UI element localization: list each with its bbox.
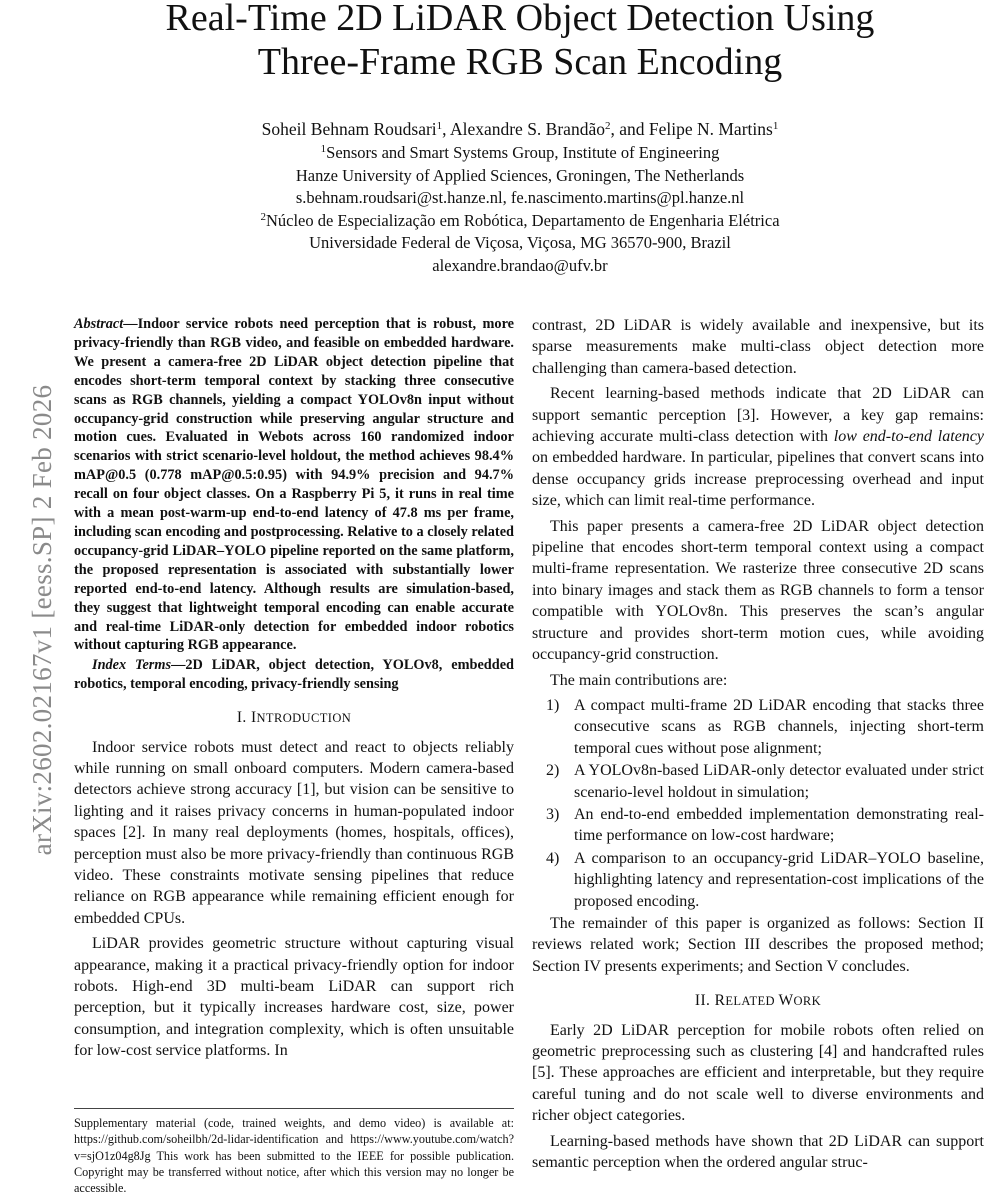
abstract-text: —Indoor service robots need perception that is robust, more privacy-friendly than RGB video, and feasible on embedded hardware. We present a camera-free 2D LiDAR object detection pipeline that encodes short-term temporal context by stacking three consecutive scans as RGB channels, yielding a compact YOLOv8n input without occupancy-grid construction while preserving angular structure and motion cues. Evaluated in Webots across 160 randomized indoor scenarios with strict scenario-level holdout, the method achieves 98.4% mAP@0.5 (0.778 mAP@0.5:0.95) with 94.9% precision and 94.7% recall on four object classes. On a Raspberry Pi 5, it runs in real time with a mean post-warm-up end-to-end latency of 47.8 ms per frame, including scan encoding and postprocessing. Relative to a closely related occupancy-grid LiDAR–YOLO pipeline reported on the same platform, the proposed representation is associated with substantially lower reported end-to-end latency. Although results are simulation-based, they suggest that lightweight temporal encoding can enable accurate and real-time LiDAR-only detection for embedded indoor robotics without capturing RGB appearance. (74, 316, 514, 654)
contributions-intro: The main contributions are: (550, 671, 728, 689)
author-2: , Alexandre S. Brandão (442, 119, 605, 139)
section-heading-related-work: II. RELATED WORK (694, 992, 822, 1010)
author-list (90, 118, 950, 140)
intro-paragraph-2-continued: contrast, 2D LiDAR is widely available and inexpensive, but its sparse measurements make multi-class object detection more challenging than camera-based detection. (532, 317, 984, 377)
intro-paragraph-4: This paper presents a camera-free 2D LiDAR object detection pipeline that encodes short-term temporal context using a compact multi-frame representation. We rasterize three consecutive 2D scans into binary images and stack them as RGB channels to form a tensor compatible with YOLOv8n. This preserves the scan’s angular structure and provides short-term motion cues, while avoiding occupancy-grid construction. (532, 517, 984, 664)
paper-title (70, 0, 970, 84)
arxiv-stamp (22, 300, 57, 940)
arxiv-identifier[interactable]: arXiv:2602.02167v1 [eess.SP] 2 Feb 2026 (27, 384, 57, 856)
index-terms (74, 656, 514, 694)
index-terms-text: —2D LiDAR, object detection, YOLOv8, embedded robotics, temporal encoding, privacy-friendly sensing (74, 657, 514, 693)
abstract (74, 315, 514, 655)
right-column (532, 315, 984, 1173)
intro-paragraph-2: LiDAR provides geometric structure without capturing visual appearance, making it a practical privacy-friendly option for indoor robots. High-end 3D multi-beam LiDAR can support rich perception, but it typically increases hardware cost, size, power consumption, and integration complexity, which is often unsuitable for low-cost service platforms. In (74, 935, 514, 1060)
affiliation-2-email: alexandre.brandao@ufv.br (432, 255, 608, 275)
intro-paragraph-3: Recent learning-based methods indicate that 2D LiDAR can support semantic perception [3]. However, a key gap remains: achieving accurate multi-class detection with low end-to-end latency on embedded hardware. In particular, pipelines that convert scans into dense occupancy grids increase preprocessing overhead and input size, which can limit real-time performance. (532, 385, 984, 510)
abstract-label: Abstract (74, 316, 124, 332)
affiliation-1-line-1: $^1$Sensors and Smart Systems Group, Institute of Engineering (320, 143, 720, 162)
affiliation-2-line-1: $^2$Núcleo de Especialização em Robótica, Departamento de Engenharia Elétrica (260, 210, 780, 230)
section-heading-introduction: I. INTRODUCTION (236, 709, 352, 727)
list-item: 3) An end-to-end embedded implementation demonstrating real-time performance on low-cost hardware; (546, 805, 984, 845)
author-3: , and Felipe N. Martins (610, 119, 773, 139)
list-item: 2) A YOLOv8n-based LiDAR-only detector evaluated under strict scenario-level holdout in simulation; (546, 762, 984, 801)
footnote (74, 1108, 514, 1196)
affiliation-1-line-2: Hanze University of Applied Sciences, Groningen, The Netherlands (295, 165, 745, 185)
intro-paragraph-6: The remainder of this paper is organized as follows: Section II reviews related work; Section III describes the proposed method; Section IV presents experiments; and Section V concludes. (532, 914, 984, 975)
author-1-sup: 1 (436, 120, 443, 132)
title-line-2: Three-Frame RGB Scan Encoding (257, 41, 783, 83)
list-item: 1) A compact multi-frame 2D LiDAR encoding that stacks three consecutive scans as RGB channels, injecting short-term temporal cues without pose alignment; (546, 696, 984, 757)
index-terms-label: Index Terms (92, 657, 172, 674)
related-work-paragraph-2: Learning-based methods have shown that 2D LiDAR can support semantic perception when the ordered angular struc- (532, 1132, 984, 1172)
left-column (74, 315, 514, 1062)
title-line-1: Real-Time 2D LiDAR Object Detection Using (165, 0, 875, 39)
affiliations (90, 142, 950, 277)
author-3-sup: 1 (772, 120, 779, 132)
list-item: 4) A comparison to an occupancy-grid LiDAR–YOLO baseline, highlighting latency and representation-cost implications of the proposed encoding. (546, 849, 984, 910)
affiliation-2-line-2: Universidade Federal de Viçosa, Viçosa, MG 36570-900, Brazil (309, 233, 731, 252)
author-1: Soheil Behnam Roudsari (261, 119, 437, 139)
affiliation-1-emails: s.behnam.roudsari@st.hanze.nl, fe.nascimento.martins@pl.hanze.nl (295, 188, 745, 207)
intro-paragraph-1: Indoor service robots must detect and react to objects reliably while running on small onboard computers. Modern camera-based detectors achieve strong accuracy [1], but vision can be sensitive to lighting and it raises privacy concerns in human-populated indoor spaces [2]. In many real deployments (homes, hospitals, offices), perception must also be more privacy-friendly than continuous RGB video. These constraints motivate sensing pipelines that reduce reliance on RGB appearance while remaining efficient enough for embedded CPUs. (74, 738, 514, 927)
footnote-text: Supplementary material (code, trained weights, and demo video) is available at: https://github.com/soheilbh/2d-lidar-identification and https://www.youtube.com/watch?v=sjO1z04g8Jg This work has been submitted to the IEEE for possible publication. Copyright may be transferred without notice, after which this version may no longer be accessible. (74, 1116, 514, 1196)
author-2-sup: 2 (604, 120, 611, 132)
related-work-paragraph-1: Early 2D LiDAR perception for mobile robots often relied on geometric preprocessing such as clustering [4] and handcrafted rules [5]. These approaches are efficient and interpretable, but they require careful tuning and do not scale well to diverse environments and richer object categories. (532, 1021, 984, 1125)
contributions-list (532, 695, 984, 912)
